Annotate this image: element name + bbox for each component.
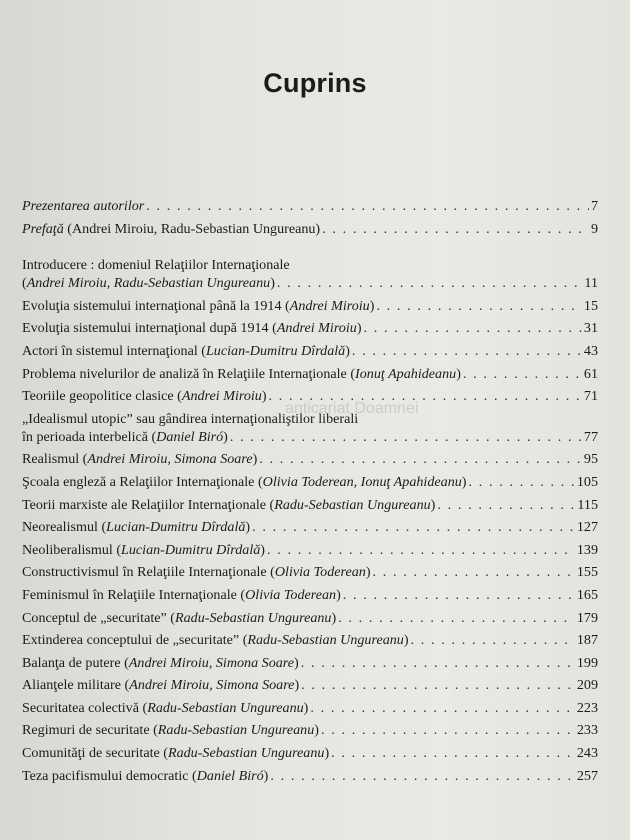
page-number: 77 (583, 428, 598, 445)
toc-entry[interactable] (22, 609, 598, 627)
toc-entry-title: Securitatea colectivă (Radu-Sebastian Ungureanu) (22, 699, 309, 716)
toc-entry-author: Daniel Biró (196, 767, 264, 784)
page-number: 179 (576, 609, 598, 626)
dot-leader (146, 197, 589, 215)
toc-entry-title: Conceptul de „securitate” (Radu-Sebastian Ungureanu) (22, 609, 337, 626)
dot-leader (331, 744, 575, 762)
toc-entry-author: Daniel Biró (156, 428, 224, 445)
page-number: 9 (590, 220, 598, 237)
toc-entry-title: (Andrei Miroiu, Radu-Sebastian Ungureanu) (22, 275, 275, 292)
toc-entry-title: Problema nivelurilor de analiză în Relaţiile Internaţionale (Ionuţ Apahideanu) (22, 365, 461, 382)
toc-entry-title: Evoluţia sistemului internaţional până la 1914 (Andrei Miroiu) (22, 297, 375, 314)
dot-leader (270, 767, 574, 785)
toc-entry-title: „Idealismul utopic” sau gândirea internaţionaliştilor liberali (22, 410, 359, 427)
toc-entry[interactable] (22, 220, 598, 238)
page-number: 15 (583, 297, 598, 314)
dot-leader (463, 365, 582, 383)
dot-leader (301, 654, 575, 672)
dot-leader (310, 699, 574, 717)
toc-entry[interactable] (22, 654, 598, 672)
toc-entry-title: Regimuri de securitate (Radu-Sebastian Ungureanu) (22, 722, 319, 739)
toc-entry[interactable] (22, 256, 598, 292)
toc-entry[interactable] (22, 676, 598, 694)
dot-leader (230, 428, 582, 446)
toc-entry[interactable] (22, 541, 598, 559)
dot-leader (259, 450, 582, 468)
toc-entry[interactable] (22, 410, 598, 446)
toc-entry[interactable] (22, 197, 598, 215)
dot-leader (364, 319, 582, 337)
dot-leader (352, 342, 582, 360)
toc-entry-title: Realismul (Andrei Miroiu, Simona Soare) (22, 451, 258, 468)
dot-leader (376, 297, 581, 315)
toc-entry-title: Feminismul în Relaţiile Internaţionale (Olivia Toderean) (22, 586, 341, 603)
dot-leader (321, 721, 575, 739)
toc-entry-author: Radu-Sebastian Ungureanu (274, 496, 431, 513)
toc-entry-author: Lucian-Dumitru Dîrdală (106, 519, 246, 536)
toc-entry-title (22, 197, 144, 215)
toc-entry[interactable] (22, 518, 598, 536)
toc-entry-title: Teoriile geopolitice clasice (Andrei Miroiu) (22, 388, 267, 405)
toc-entry-title: Extinderea conceptului de „securitate” (Radu-Sebastian Ungureanu) (22, 632, 409, 649)
toc-entry-author: Olivia Toderean (274, 564, 366, 581)
page-number: 243 (576, 745, 598, 762)
toc-entry-author: Lucian-Dumitru Dîrdală (205, 342, 346, 359)
dot-leader (343, 586, 575, 604)
dot-leader (267, 541, 575, 559)
toc-entry[interactable] (22, 631, 598, 649)
toc-entry[interactable] (22, 767, 598, 785)
page-number: 139 (576, 541, 598, 558)
toc-entry-title: Alianţele militare (Andrei Miroiu, Simona Soare) (22, 677, 300, 694)
page-number: 115 (577, 496, 598, 513)
page-number: 7 (590, 198, 598, 214)
dot-leader (437, 496, 575, 514)
toc-entry-title: Şcoala engleză a Relaţiilor Internaţionale (Olivia Toderean, Ionuţ Apahideanu) (22, 473, 467, 490)
toc-entry-author: Radu-Sebastian Ungureanu (167, 745, 325, 762)
toc-entry[interactable] (22, 563, 598, 581)
toc-entry-author: Lucian-Dumitru Dîrdală (121, 541, 261, 558)
page-number: 95 (583, 451, 598, 468)
page-number: 43 (583, 342, 598, 359)
dot-leader (411, 631, 575, 649)
toc-entry-title: în perioada interbelică (Daniel Biró) (22, 428, 228, 445)
toc-entry-author: Radu-Sebastian Ungureanu (157, 722, 315, 739)
dot-leader (252, 518, 575, 536)
toc-entry-title: Introducere : domeniul Relaţiilor Internaţionale (22, 257, 290, 274)
toc-entry[interactable] (22, 586, 598, 604)
toc-entry-title: Prefaţă (Andrei Miroiu, Radu-Sebastian Ungureanu) (22, 220, 321, 237)
toc-entry-author: Prezentarea autorilor (22, 198, 145, 214)
toc-entry[interactable] (22, 744, 598, 762)
toc-entry-author: Radu-Sebastian Ungureanu (247, 632, 404, 649)
toc-entry[interactable] (22, 699, 598, 717)
dot-leader (373, 563, 575, 581)
toc-entry-title: Neorealismul (Lucian-Dumitru Dîrdală) (22, 519, 251, 536)
dot-leader (301, 676, 575, 694)
toc-entry-title: Constructivismul în Relaţiile Internaţionale (Olivia Toderean) (22, 564, 371, 581)
toc-entry[interactable] (22, 387, 598, 405)
section-gap (22, 242, 598, 256)
toc-entry-title: Balanţa de putere (Andrei Miroiu, Simona Soare) (22, 654, 299, 671)
page-number: 187 (576, 632, 598, 649)
toc-entry-author: Olivia Toderean, Ionuţ Apahideanu (262, 473, 462, 490)
page-number: 31 (583, 320, 598, 337)
page-number: 257 (576, 767, 598, 784)
watermark: anticariat Doamnei (285, 400, 419, 417)
toc-entry-author: Prefaţă (22, 220, 64, 237)
page-number: 199 (576, 654, 598, 671)
toc-entry[interactable] (22, 365, 598, 383)
toc-entry[interactable] (22, 319, 598, 337)
toc-entry-title: Teorii marxiste ale Relaţiilor Internaţionale (Radu-Sebastian Ungureanu) (22, 496, 436, 513)
table-of-contents (22, 197, 598, 789)
page-number: 71 (583, 388, 598, 405)
toc-entry[interactable] (22, 297, 598, 315)
dot-leader (338, 609, 575, 627)
toc-entry-author: Andrei Miroiu (276, 320, 357, 337)
page-number: 127 (576, 519, 598, 536)
toc-entry-title: Actori în sistemul internaţional (Lucian-Dumitru Dîrdală) (22, 342, 350, 359)
toc-entry-author: Andrei Miroiu, Simona Soare (129, 677, 295, 694)
page-number: 61 (583, 365, 598, 382)
toc-entry[interactable] (22, 473, 598, 491)
toc-entry-author: Andrei Miroiu, Radu-Sebastian Ungureanu (26, 275, 271, 292)
page-number: 105 (576, 473, 598, 490)
toc-entry-author: Andrei Miroiu, Simona Soare (128, 654, 295, 671)
toc-entry-author: Olivia Toderean (245, 586, 337, 603)
page-number: 155 (576, 564, 598, 581)
page-title: Cuprins (263, 68, 367, 98)
page-number: 223 (576, 699, 598, 716)
page-number: 233 (576, 722, 598, 739)
toc-entry-title: Neoliberalismul (Lucian-Dumitru Dîrdală) (22, 541, 265, 558)
toc-entry-author: Ionuţ Apahideanu (355, 365, 457, 382)
toc-entry-author: Andrei Miroiu (289, 297, 370, 314)
dot-leader (269, 387, 582, 405)
toc-entry-author: Radu-Sebastian Ungureanu (147, 699, 304, 716)
page-number: 11 (584, 275, 598, 292)
dot-leader (277, 274, 583, 292)
toc-entry-author: Andrei Miroiu (181, 388, 262, 405)
toc-entry-author: Radu-Sebastian Ungureanu (175, 609, 332, 626)
dot-leader (469, 473, 575, 491)
toc-entry-title: Comunităţi de securitate (Radu-Sebastian Ungureanu) (22, 745, 330, 762)
toc-entry[interactable] (22, 342, 598, 360)
toc-entry[interactable] (22, 496, 598, 514)
page-number: 209 (576, 677, 598, 694)
toc-entry[interactable] (22, 721, 598, 739)
toc-entry-title: Evoluţia sistemului internaţional după 1914 (Andrei Miroiu) (22, 320, 362, 337)
toc-entry[interactable] (22, 450, 598, 468)
dot-leader (322, 220, 589, 238)
page-number: 165 (576, 586, 598, 603)
toc-entry-title: Teza pacifismului democratic (Daniel Biró) (22, 767, 269, 784)
toc-entry-author: Andrei Miroiu, Simona Soare (87, 451, 253, 468)
